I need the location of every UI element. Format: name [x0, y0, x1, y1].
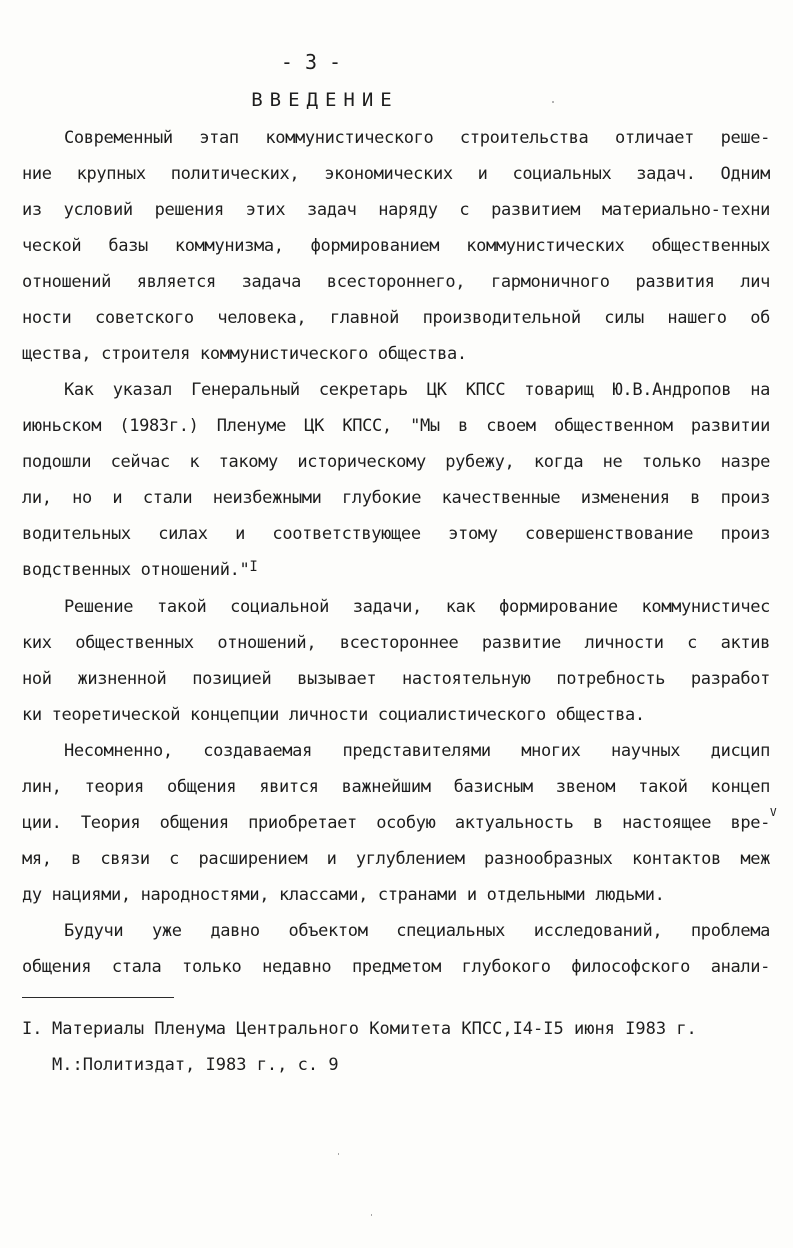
- text-line: подошли сейчас к такому историческому рубежу, когда не только назре: [22, 452, 770, 472]
- text-line: Как указал Генеральный секретарь ЦК КПСС товарищ Ю.В.Андропов на: [64, 380, 770, 400]
- scan-speck: [371, 1214, 372, 1216]
- text-line: ности советского человека, главной производительной силы нашего об: [22, 308, 770, 328]
- text-line: общения стала только недавно предметом глубокого философского анали-: [22, 957, 770, 977]
- footnote-line: Материалы Пленума Центрального Комитета КПСС,I4-I5 июня I983 г.: [52, 1019, 697, 1039]
- text-line: водительных силах и соответствующее этому совершенствование произ: [22, 524, 770, 544]
- text-line: [22, 559, 770, 582]
- section-heading: ВВЕДЕНИЕ: [251, 89, 399, 111]
- text-line: из условий решения этих задач наряду с развитием материально-техни: [22, 200, 770, 220]
- footnote-reference: I: [249, 559, 258, 575]
- margin-mark: V: [770, 806, 777, 819]
- text-line: ких общественных отношений, всестороннее развитие личности с актив: [22, 633, 770, 653]
- text-line: Будучи уже давно объектом специальных исследований, проблема: [64, 921, 770, 941]
- text-line: июньском (1983г.) Пленуме ЦК КПСС, "Мы в своем общественном развитии: [22, 416, 770, 436]
- text-line: ние крупных политических, экономических и социальных задач. Одним: [22, 164, 770, 184]
- footnote-marker: I.: [22, 1019, 43, 1039]
- scan-speck: [552, 101, 554, 103]
- text-line: отношений является задача всестороннего, гармоничного развития лич: [22, 272, 770, 292]
- page-number: - 3 -: [280, 50, 342, 74]
- scan-speck: [338, 1153, 339, 1155]
- text-line: лин, теория общения явится важнейшим базисным звеном такой концеп: [22, 777, 770, 797]
- footnote-line: М.:Политиздат, I983 г., с. 9: [52, 1055, 339, 1075]
- text-line: ческой базы коммунизма, формированием коммунистических общественных: [22, 236, 770, 256]
- text-line: щества, строителя коммунистического общества.: [22, 344, 467, 364]
- text-line: ли, но и стали неизбежными глубокие качественные изменения в произ: [22, 488, 770, 508]
- text-line: Современный этап коммунистического строительства отличает реше-: [64, 128, 770, 148]
- text-line-content: водственных отношений.": [22, 560, 250, 580]
- footnote-separator: [22, 997, 174, 998]
- text-line: мя, в связи с расширением и углублением разнообразных контактов меж: [22, 849, 770, 869]
- text-line: ции. Теория общения приобретает особую актуальность в настоящее вре-: [22, 813, 770, 833]
- text-line: Несомненно, создаваемая представителями многих научных дисцип: [64, 741, 770, 761]
- text-line: ки теоретической концепции личности социалистического общества.: [22, 705, 645, 725]
- text-line: ной жизненной позицией вызывает настоятельную потребность разработ: [22, 669, 770, 689]
- text-line: Решение такой социальной задачи, как формирование коммунистичес: [64, 597, 770, 617]
- text-line: ду нациями, народностями, классами, странами и отдельными людьми.: [22, 885, 665, 905]
